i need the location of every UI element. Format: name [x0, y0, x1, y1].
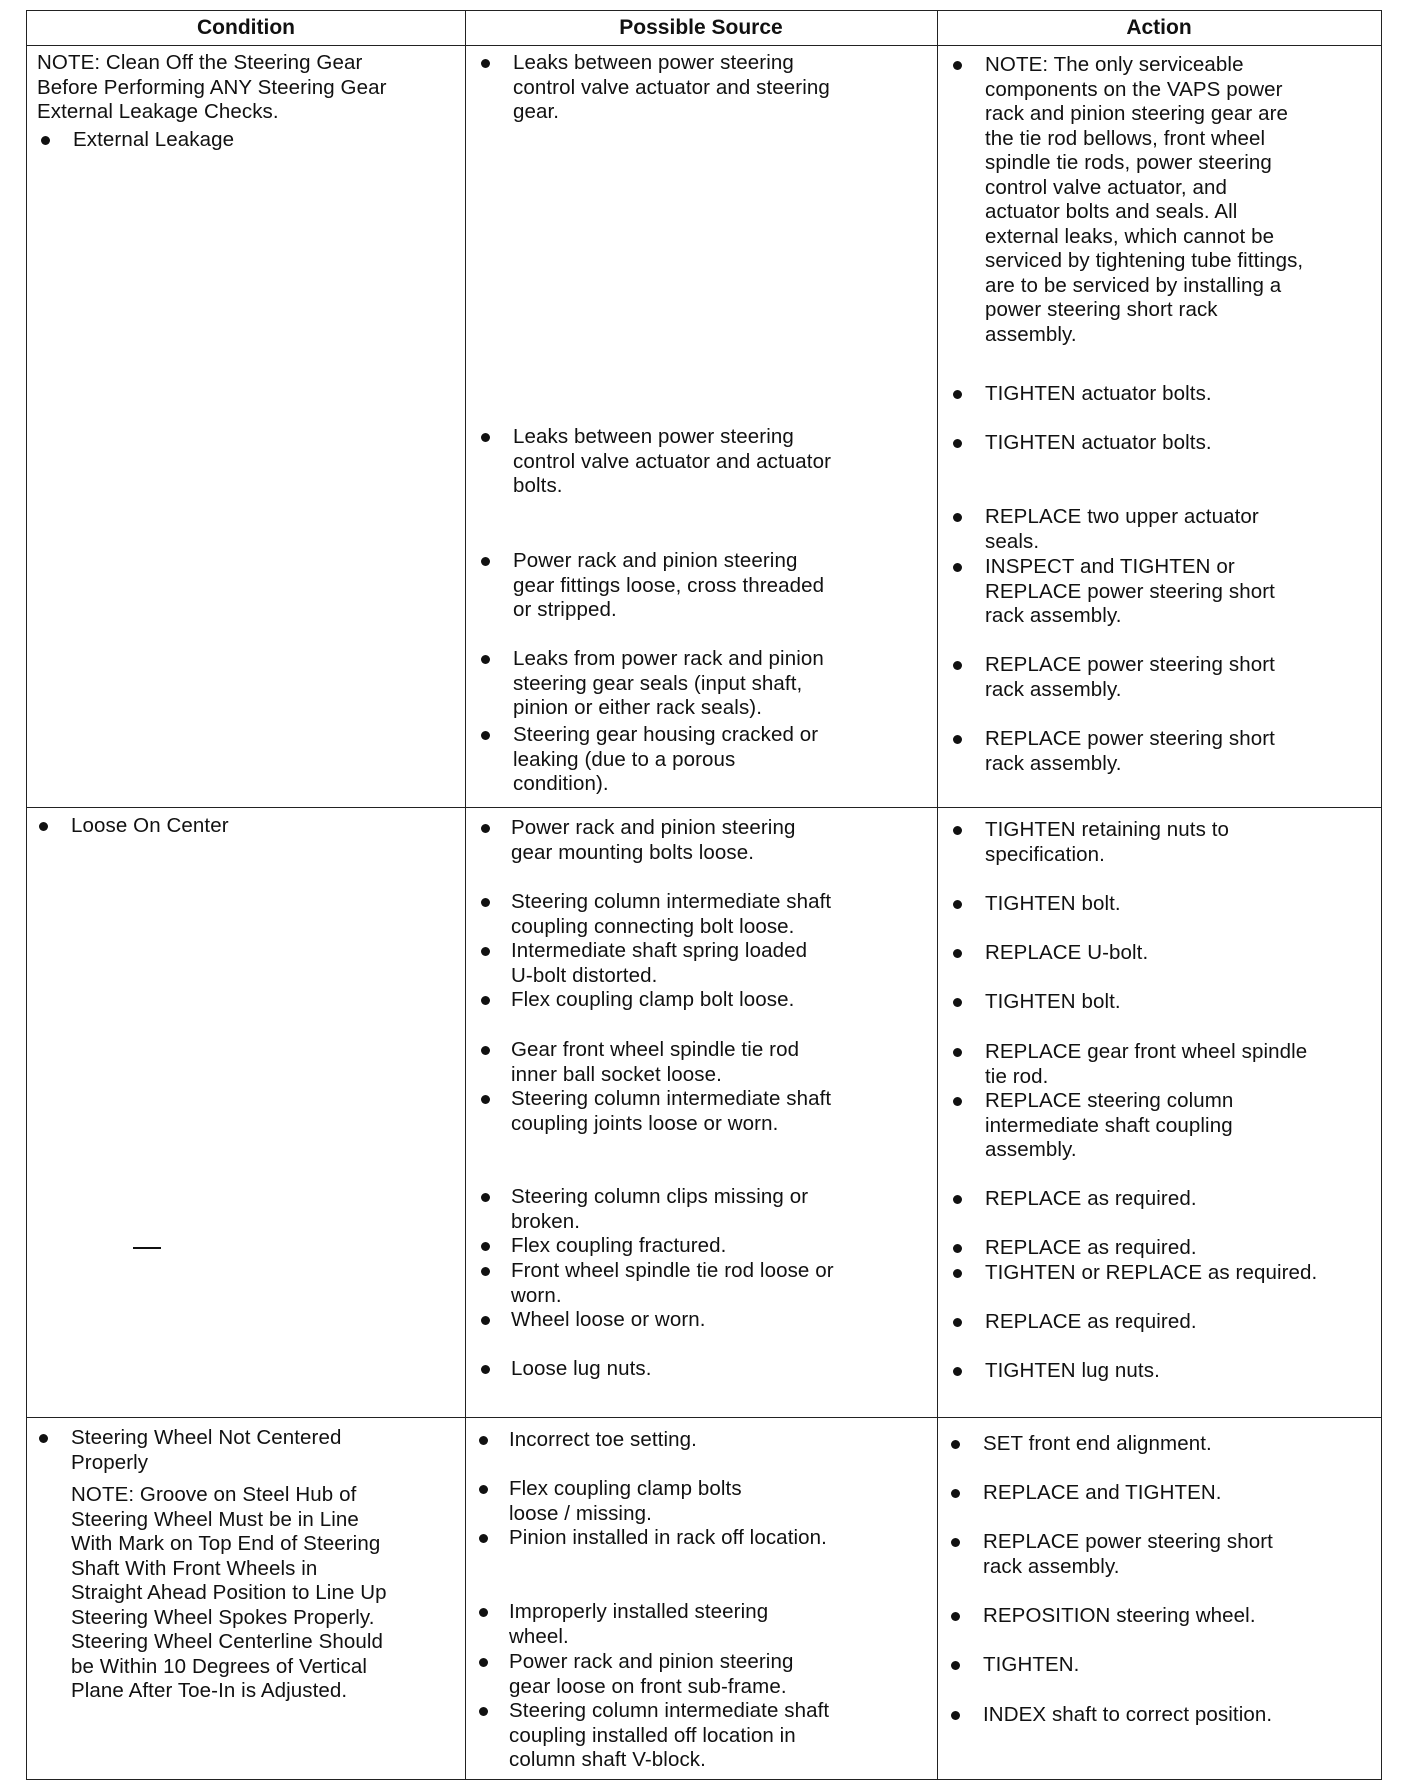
- bullet-icon: [953, 1367, 962, 1376]
- bullet-icon: [481, 655, 490, 664]
- bullet-icon: [951, 1661, 960, 1670]
- header-possible-source: Possible Source: [619, 16, 783, 39]
- column-divider: [465, 11, 466, 1779]
- action-item: SET front end alignment.: [983, 1432, 1212, 1455]
- source-item: Flex coupling fractured.: [511, 1234, 727, 1257]
- bullet-icon: [953, 949, 962, 958]
- action-item: TIGHTEN lug nuts.: [985, 1359, 1160, 1382]
- row-divider: [27, 807, 1381, 808]
- action-item: TIGHTEN actuator bolts.: [985, 382, 1212, 405]
- source-item: Intermediate shaft spring loaded U-bolt distorted.: [511, 939, 808, 987]
- action-item: REPLACE as required.: [985, 1236, 1197, 1259]
- bullet-icon: [481, 1095, 490, 1104]
- bullet-icon: [953, 1318, 962, 1327]
- action-item: NOTE: The only serviceable components on the VAPS power rack and pinion steering gear are the tie rod bellows, front wheel spindle tie rods, power steering control valve actuator, and actuator bolts and seals. All external leaks, which cannot be serviced by tightening tube fittings, are to be serviced by installing a power steering short rack assembly.: [985, 53, 1304, 346]
- bullet-icon: [479, 1534, 488, 1543]
- bullet-icon: [41, 136, 50, 145]
- source-item: Steering column intermediate shaft coupling connecting bolt loose.: [511, 890, 832, 938]
- source-item: Leaks from power rack and pinion steering gear seals (input shaft, pinion or either rack seals).: [513, 647, 824, 719]
- bullet-icon: [953, 563, 962, 572]
- source-item: Gear front wheel spindle tie rod inner ball socket loose.: [511, 1038, 800, 1086]
- bullet-icon: [481, 824, 490, 833]
- action-item: TIGHTEN or REPLACE as required.: [985, 1261, 1318, 1284]
- action-item: REPLACE power steering short rack assembly.: [985, 727, 1275, 775]
- bullet-icon: [481, 1046, 490, 1055]
- source-item: Improperly installed steering wheel.: [509, 1600, 769, 1648]
- bullet-icon: [479, 1485, 488, 1494]
- bullet-icon: [953, 1195, 962, 1204]
- condition-label: Loose On Center: [71, 814, 229, 837]
- bullet-icon: [953, 998, 962, 1007]
- bullet-icon: [481, 947, 490, 956]
- condition-label: External Leakage: [73, 128, 235, 151]
- bullet-icon: [953, 826, 962, 835]
- source-item: Flex coupling clamp bolts loose / missing.: [509, 1477, 742, 1525]
- bullet-icon: [479, 1658, 488, 1667]
- bullet-icon: [953, 1048, 962, 1057]
- dash-mark: [133, 1247, 161, 1249]
- action-item: REPLACE as required.: [985, 1187, 1197, 1210]
- action-item: REPLACE U-bolt.: [985, 941, 1149, 964]
- bullet-icon: [481, 1365, 490, 1374]
- action-item: TIGHTEN actuator bolts.: [985, 431, 1212, 454]
- action-item: TIGHTEN.: [983, 1653, 1080, 1676]
- bullet-icon: [953, 513, 962, 522]
- row-divider: [27, 1417, 1381, 1418]
- bullet-icon: [951, 1489, 960, 1498]
- bullet-icon: [953, 1269, 962, 1278]
- source-item: Steering gear housing cracked or leaking (due to a porous condition).: [513, 723, 819, 795]
- bullet-icon: [953, 61, 962, 70]
- source-item: Wheel loose or worn.: [511, 1308, 706, 1331]
- action-item: REPLACE and TIGHTEN.: [983, 1481, 1222, 1504]
- source-item: Incorrect toe setting.: [509, 1428, 697, 1451]
- bullet-icon: [479, 1436, 488, 1445]
- action-item: REPLACE steering column intermediate shaft coupling assembly.: [985, 1089, 1234, 1161]
- header-condition: Condition: [197, 16, 295, 39]
- source-item: Steering column intermediate shaft coupling installed off location in column shaft V-block.: [509, 1699, 830, 1771]
- source-item: Steering column intermediate shaft coupling joints loose or worn.: [511, 1087, 832, 1135]
- bullet-icon: [481, 996, 490, 1005]
- bullet-icon: [951, 1440, 960, 1449]
- condition-label: Steering Wheel Not Centered Properly: [71, 1426, 342, 1474]
- bullet-icon: [953, 1097, 962, 1106]
- bullet-icon: [953, 661, 962, 670]
- source-item: Power rack and pinion steering gear loose on front sub-frame.: [509, 1650, 794, 1698]
- action-item: TIGHTEN bolt.: [985, 990, 1121, 1013]
- source-item: Front wheel spindle tie rod loose or worn.: [511, 1259, 834, 1307]
- bullet-icon: [481, 433, 490, 442]
- column-divider: [937, 11, 938, 1779]
- source-item: Steering column clips missing or broken.: [511, 1185, 809, 1233]
- bullet-icon: [951, 1711, 960, 1720]
- source-item: Leaks between power steering control valve actuator and steering gear.: [513, 51, 830, 123]
- bullet-icon: [481, 1316, 490, 1325]
- bullet-icon: [39, 1434, 48, 1443]
- source-item: Power rack and pinion steering gear fittings loose, cross threaded or stripped.: [513, 549, 825, 621]
- bullet-icon: [953, 900, 962, 909]
- bullet-icon: [953, 735, 962, 744]
- source-item: Leaks between power steering control valve actuator and actuator bolts.: [513, 425, 832, 497]
- action-item: REPOSITION steering wheel.: [983, 1604, 1256, 1627]
- bullet-icon: [481, 731, 490, 740]
- bullet-icon: [481, 59, 490, 68]
- bullet-icon: [481, 1242, 490, 1251]
- action-item: TIGHTEN bolt.: [985, 892, 1121, 915]
- bullet-icon: [953, 390, 962, 399]
- bullet-icon: [481, 898, 490, 907]
- action-item: REPLACE as required.: [985, 1310, 1197, 1333]
- source-item: Loose lug nuts.: [511, 1357, 652, 1380]
- action-item: INSPECT and TIGHTEN or REPLACE power steering short rack assembly.: [985, 555, 1275, 627]
- bullet-icon: [479, 1707, 488, 1716]
- source-item: Pinion installed in rack off location.: [509, 1526, 827, 1549]
- bullet-icon: [481, 557, 490, 566]
- bullet-icon: [951, 1538, 960, 1547]
- diagnosis-table: [26, 10, 1382, 1780]
- bullet-icon: [951, 1612, 960, 1621]
- bullet-icon: [481, 1267, 490, 1276]
- action-item: REPLACE gear front wheel spindle tie rod.: [985, 1040, 1308, 1088]
- condition-note: NOTE: Clean Off the Steering Gear Before Performing ANY Steering Gear External Leakage Checks.: [37, 51, 387, 123]
- bullet-icon: [39, 822, 48, 831]
- action-item: REPLACE two upper actuator seals.: [985, 505, 1259, 553]
- header-divider: [27, 45, 1381, 46]
- source-item: Power rack and pinion steering gear mounting bolts loose.: [511, 816, 796, 864]
- source-item: Flex coupling clamp bolt loose.: [511, 988, 795, 1011]
- bullet-icon: [953, 1244, 962, 1253]
- bullet-icon: [481, 1193, 490, 1202]
- action-item: REPLACE power steering short rack assembly.: [985, 653, 1275, 701]
- bullet-icon: [953, 439, 962, 448]
- action-item: INDEX shaft to correct position.: [983, 1703, 1273, 1726]
- condition-note: NOTE: Groove on Steel Hub of Steering Wheel Must be in Line With Mark on Top End of Steering Shaft With Front Wheels in Straight Ahead Position to Line Up Steering Wheel Spokes Properly. Steering Wheel Centerline Should be Within 10 Degrees of Vertical Plane After Toe-In is Adjusted.: [71, 1483, 387, 1702]
- header-action: Action: [1126, 16, 1192, 39]
- bullet-icon: [479, 1608, 488, 1617]
- action-item: REPLACE power steering short rack assembly.: [983, 1530, 1273, 1578]
- action-item: TIGHTEN retaining nuts to specification.: [985, 818, 1230, 866]
